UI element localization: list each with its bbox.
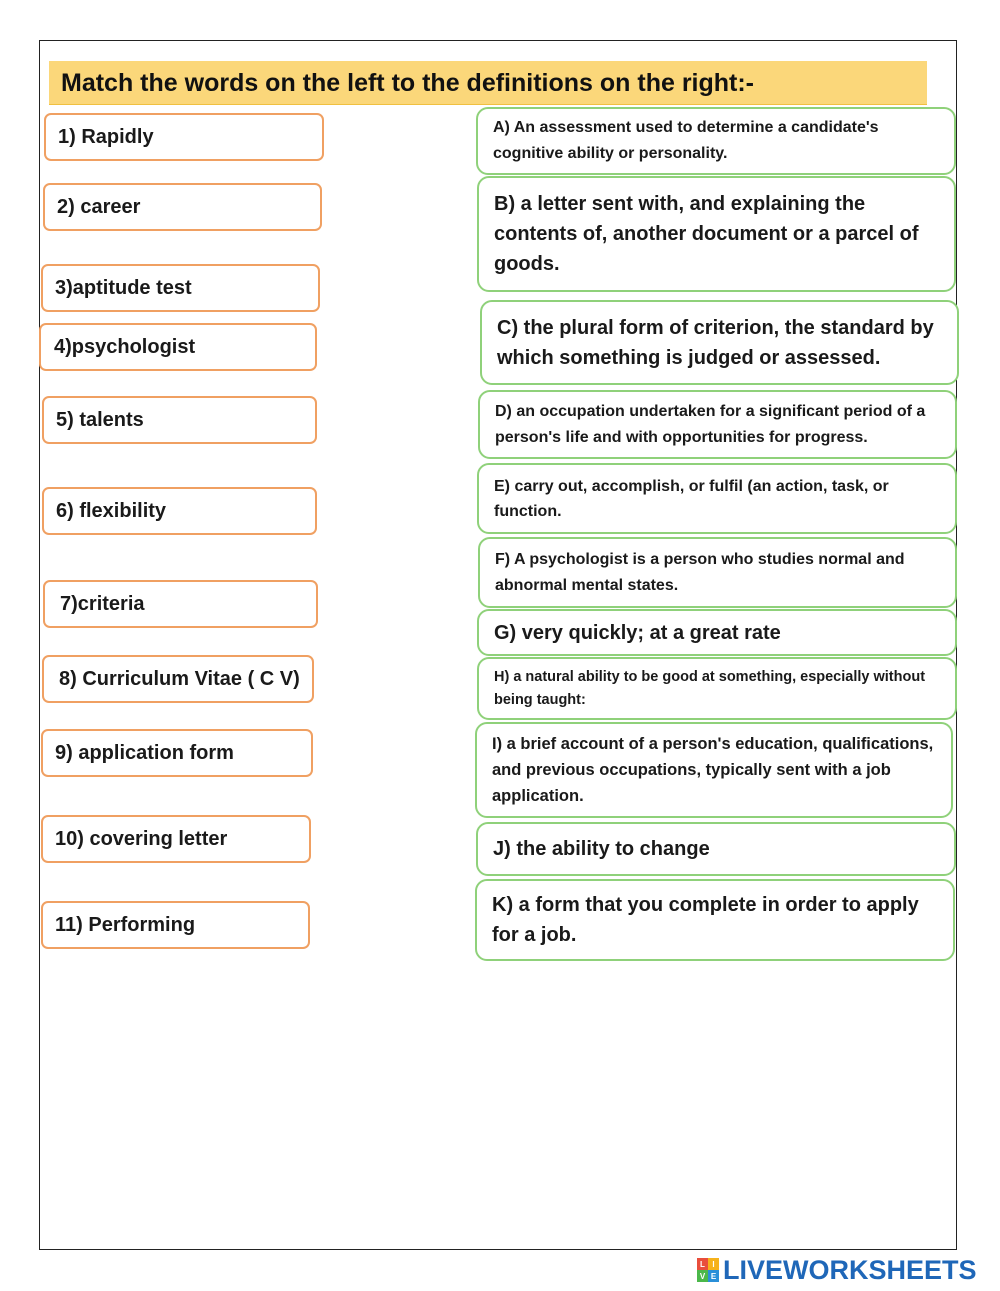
word-box-1[interactable]: 1) Rapidly	[44, 113, 324, 161]
definition-text-i: I) a brief account of a person's education, qualifications, and previous occupations, typically sent with a job application.	[492, 735, 934, 805]
word-box-4[interactable]: 4)psychologist	[39, 323, 317, 371]
definition-box-c[interactable]	[480, 300, 959, 385]
word-box-9[interactable]: 9) application form	[41, 729, 313, 777]
word-box-7[interactable]: 7)criteria	[43, 580, 318, 628]
logo-icon-letter: L	[697, 1258, 708, 1270]
definition-box-j[interactable]	[476, 822, 956, 876]
definition-text-f: F) A psychologist is a person who studies normal and abnormal mental states.	[495, 550, 905, 594]
instruction-banner	[49, 61, 927, 105]
definition-text-h: H) a natural ability to be good at something, especially without being taught:	[494, 668, 926, 708]
definition-box-f[interactable]	[478, 537, 957, 608]
definition-text-e: E) carry out, accomplish, or fulfil (an action, task, or function.	[494, 477, 889, 520]
liveworksheets-logo[interactable]	[697, 1255, 993, 1285]
word-box-10[interactable]: 10) covering letter	[41, 815, 311, 863]
definition-box-b[interactable]	[477, 176, 956, 292]
word-box-3[interactable]: 3)aptitude test	[41, 264, 320, 312]
definition-box-h[interactable]	[477, 657, 957, 720]
definition-box-a[interactable]	[476, 107, 956, 175]
definition-box-k[interactable]	[475, 879, 955, 961]
definition-text-c: C) the plural form of criterion, the standard by which something is judged or assessed.	[497, 316, 934, 369]
logo-text: LIVEWORKSHEETS	[723, 1254, 977, 1285]
definition-text-g: G) very quickly; at a great rate	[494, 621, 781, 644]
word-box-2[interactable]: 2) career	[43, 183, 322, 231]
word-box-6[interactable]: 6) flexibility	[42, 487, 317, 535]
definition-box-i[interactable]	[475, 722, 953, 818]
definition-box-e[interactable]	[477, 463, 957, 534]
liveworksheets-logo-icon	[697, 1258, 719, 1282]
definition-text-a: A) An assessment used to determine a candidate's cognitive ability or personality.	[493, 119, 879, 162]
definition-text-k: K) a form that you complete in order to apply for a job.	[492, 894, 919, 946]
word-box-5[interactable]: 5) talents	[42, 396, 317, 444]
logo-icon-letter: V	[697, 1270, 708, 1282]
definition-text-j: J) the ability to change	[493, 838, 710, 860]
definition-box-g[interactable]	[477, 609, 957, 656]
definition-text-b: B) a letter sent with, and explaining the contents of, another document or a parcel of goods.	[494, 193, 919, 275]
word-box-8[interactable]: 8) Curriculum Vitae ( C V)	[42, 655, 314, 703]
definition-text-d: D) an occupation undertaken for a significant period of a person's life and with opportunities for progress.	[495, 402, 926, 446]
word-box-11[interactable]: 11) Performing	[41, 901, 310, 949]
logo-icon-letter: I	[708, 1258, 719, 1270]
logo-icon-letter: E	[708, 1270, 719, 1282]
instruction-text: Match the words on the left to the definitions on the right:-	[61, 69, 755, 97]
definition-box-d[interactable]	[478, 390, 957, 459]
